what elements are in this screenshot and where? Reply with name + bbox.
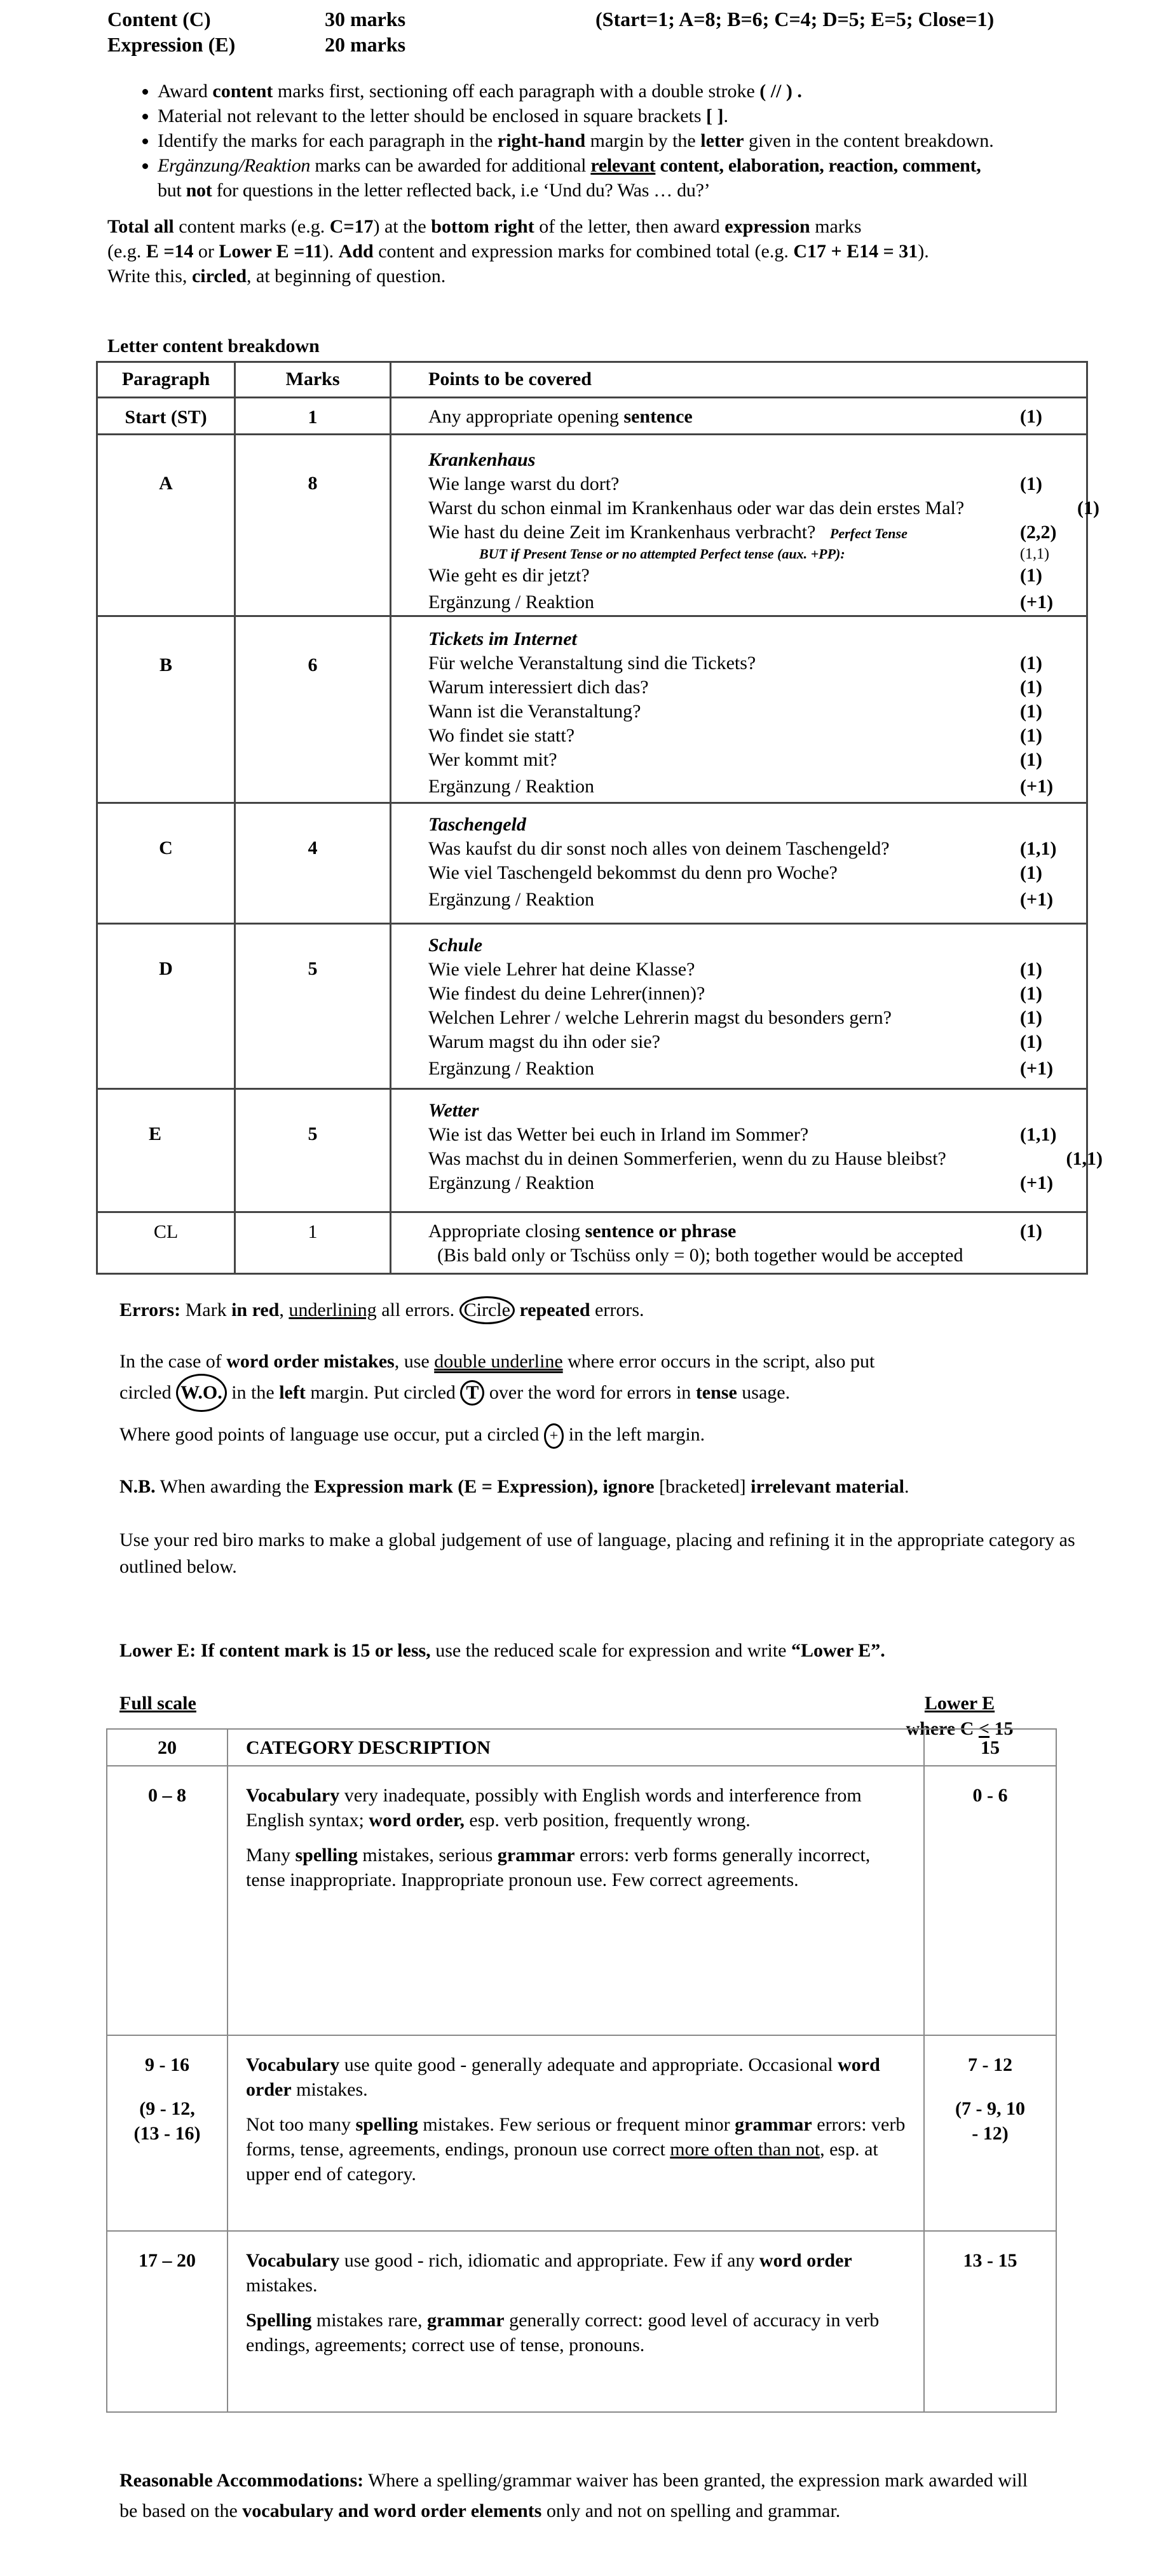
point-line: Warst du schon einmal im Krankenhaus oder war das dein erstes Mal? (1) [428, 498, 1099, 519]
content-table-title: Letter content breakdown [107, 336, 320, 356]
tense-circle-mark: T [460, 1380, 484, 1406]
table-row [97, 924, 1087, 1089]
column-header-category: CATEGORY DESCRIPTION [228, 1729, 924, 1766]
marks-cell: 8 [235, 435, 391, 616]
description-cell [228, 2231, 924, 2412]
good-points-instructions: Where good points of language use occur, put a circled + in the left margin. [119, 1422, 1111, 1449]
point-line: Wann ist die Veranstaltung? (1) [428, 701, 1042, 722]
description-paragraph: Many spelling mistakes, serious grammar errors: verb forms generally incorrect, tense inappropriate. Inappropriate pronoun use. Few correct agreements. [246, 1845, 871, 1890]
marks-cell: 1 [235, 398, 391, 435]
instruction-item: • Ergänzung/Reaktion marks can be awarded for additional relevant content, elaboration, reaction, comment, but not for questions in the letter reflected back, i.e ‘Und du? Was … du?’ [158, 153, 1149, 203]
point-line: Wie findest du deine Lehrer(innen)? (1) [428, 983, 1042, 1004]
description-cell [228, 2035, 924, 2231]
full-range-cell: 0 – 8 [107, 1766, 228, 2035]
paragraph-cell: E [97, 1089, 235, 1212]
paragraph-cell: Start (ST) [97, 398, 235, 435]
lower-range-cell: 0 - 6 [924, 1766, 1056, 2035]
points-cell [391, 1212, 1087, 1274]
lower-range-cell: 13 - 15 [924, 2231, 1056, 2412]
topic-heading: Taschengeld [428, 814, 526, 835]
table-header-row [107, 1729, 1056, 1766]
full-range-cell: 9 - 16 (9 - 12, (13 - 16) [107, 2035, 228, 2231]
instruction-item: • Identify the marks for each paragraph in the right-hand margin by the letter given in the content breakdown. [158, 128, 1149, 153]
points-cell [391, 616, 1087, 803]
content-breakdown-table [96, 361, 1103, 1275]
wo-circle-mark: W.O. [176, 1374, 227, 1412]
instruction-item: • Award content marks first, sectioning off each paragraph with a double stroke ( // ) . [158, 79, 1149, 104]
column-header-marks: Marks [235, 362, 391, 398]
topic-heading: Wetter [428, 1100, 479, 1121]
marks-cell: 5 [235, 1089, 391, 1212]
point-line: Ergänzung / Reaktion (+1) [428, 776, 1054, 797]
topic-heading: Schule [428, 935, 483, 956]
plus-circle-mark: + [544, 1423, 564, 1449]
paragraph-cell: CL [97, 1212, 235, 1274]
point-line: Was machst du in deinen Sommerferien, wenn du zu Hause bleibst? (1,1) [428, 1148, 1103, 1169]
expression-marks: 20 marks [325, 33, 406, 56]
point-line: Wo findet sie statt? (1) [428, 725, 1042, 746]
red-biro-instructions: Use your red biro marks to make a global judgement of use of language, placing and refining it in the appropriate category as outlined below. [119, 1529, 1075, 1577]
paragraph-cell: A [97, 435, 235, 616]
reasonable-accommodations: Reasonable Accommodations: Where a spelling/grammar waiver has been granted, the expression mark awarded will be based on the vocabulary and word order elements only and not on spelling and grammar. [119, 2470, 1028, 2521]
table-row [97, 616, 1087, 803]
content-marks: 30 marks [325, 8, 406, 31]
full-range-cell: 17 – 20 [107, 2231, 228, 2412]
marks-cell: 1 [235, 1212, 391, 1274]
point-line: Ergänzung / Reaktion (+1) [428, 889, 1054, 910]
points-cell [391, 803, 1087, 924]
table-row [97, 803, 1087, 924]
table-row [97, 398, 1087, 435]
points-cell [391, 1089, 1103, 1212]
instructions-list [127, 79, 1149, 203]
table-row [107, 2035, 1056, 2231]
description-paragraph: Spelling mistakes rare, grammar generally correct: good level of accuracy in verb endings, agreements; correct use of tense, pronouns. [246, 2310, 880, 2356]
circle-mark: Circle [459, 1296, 515, 1324]
points-cell [391, 435, 1099, 616]
point-line: Ergänzung / Reaktion (+1) [428, 1172, 1054, 1193]
table-row [97, 1089, 1087, 1212]
point-line: Wie hast du deine Zeit im Krankenhaus verbracht? Perfect Tense (2,2) [428, 522, 1057, 543]
instruction-item: • Material not relevant to the letter should be enclosed in square brackets [ ]. [158, 104, 1149, 128]
column-header-paragraph: Paragraph [97, 362, 235, 398]
points-cell [391, 398, 1087, 435]
point-line: Appropriate closing sentence or phrase (1) [428, 1221, 1042, 1242]
point-line-note: (Bis bald only or Tschüss only = 0); both together would be accepted [437, 1245, 963, 1266]
point-line: Ergänzung / Reaktion (+1) [428, 1058, 1054, 1079]
content-label: Content (C) [107, 8, 211, 31]
table-row [107, 1766, 1056, 2035]
table-header-row [97, 362, 1087, 398]
point-line: Wie ist das Wetter bei euch in Irland im Sommer? (1,1) [428, 1124, 1057, 1145]
total-instructions: Total all content marks (e.g. C=17) at the bottom right of the letter, then award expression marks (e.g. E =14 or Lower E =11). Add content and expression marks for combined total (e.g. C17 + E14 = 31). Write this, circled, at beginning of question. [107, 216, 929, 287]
full-scale-label: Full scale [119, 1693, 196, 1714]
description-paragraph: Vocabulary use quite good - generally adequate and appropriate. Occasional word order mistakes. [246, 2054, 880, 2100]
table-row [97, 1212, 1087, 1274]
point-line: Wie viel Taschengeld bekommst du denn pro Woche? (1) [428, 862, 1042, 883]
column-header-points: Points to be covered [391, 362, 1087, 398]
point-line: Wer kommt mit? (1) [428, 749, 1042, 770]
point-line: Für welche Veranstaltung sind die Tickets? (1) [428, 653, 1042, 674]
breakdown-summary: (Start=1; A=8; B=6; C=4; D=5; E=5; Close=1) [595, 8, 995, 31]
marks-cell: 6 [235, 616, 391, 803]
point-line: Warum magst du ihn oder sie? (1) [428, 1031, 1042, 1052]
point-line: Was kaufst du dir sonst noch alles von deinem Taschengeld? (1,1) [428, 838, 1057, 859]
marks-cell: 4 [235, 803, 391, 924]
description-paragraph: Not too many spelling mistakes. Few serious or frequent minor grammar errors: verb forms, tense, agreements, endings, pronoun use correct more often than not, esp. at upper end of category. [246, 2114, 906, 2185]
topic-heading: Krankenhaus [428, 449, 536, 470]
point-line: Wie lange warst du dort? (1) [428, 473, 1042, 494]
point-line: Wie geht es dir jetzt? (1) [428, 565, 1042, 586]
paragraph-cell: C [97, 803, 235, 924]
paragraph-cell: D [97, 924, 235, 1089]
word-order-instructions: In the case of word order mistakes, use double underline where error occurs in the script, also put circled W.O. in the left margin. Put circled T over the word for errors in tense usage. [119, 1349, 1111, 1412]
table-row [97, 435, 1087, 616]
column-header-full: 20 [107, 1729, 228, 1766]
expression-label: Expression (E) [107, 33, 236, 56]
points-cell [391, 924, 1087, 1089]
paragraph-cell: B [97, 616, 235, 803]
description-paragraph: Vocabulary very inadequate, possibly with English words and interference from English syntax; word order, esp. verb position, frequently wrong. [246, 1785, 862, 1831]
nb-instructions: N.B. When awarding the Expression mark (E = Expression), ignore [bracketed] irrelevant material. [119, 1476, 909, 1497]
lower-e-note: Lower E: If content mark is 15 or less, use the reduced scale for expression and write “Lower E”. [119, 1640, 885, 1661]
point-line: Ergänzung / Reaktion (+1) [428, 592, 1054, 613]
point-line: Any appropriate opening sentence (1) [428, 406, 1042, 427]
expression-scale-table [106, 1728, 1057, 2413]
point-line: Warum interessiert dich das? (1) [428, 677, 1042, 698]
lower-e-label: Lower E where C < 15 [906, 1693, 1014, 1739]
column-header-lower: 15 [924, 1729, 1056, 1766]
table-row [107, 2231, 1056, 2412]
topic-heading: Tickets im Internet [428, 628, 577, 649]
errors-instructions: Errors: Mark in red, underlining all errors. Circle repeated errors. [119, 1296, 1111, 1324]
marks-cell: 5 [235, 924, 391, 1089]
lower-range-cell: 7 - 12 (7 - 9, 10 - 12) [924, 2035, 1056, 2231]
point-line: BUT if Present Tense or no attempted Perfect tense (aux. +PP): (1,1) [479, 546, 1049, 562]
description-cell [228, 1766, 924, 2035]
point-line: Wie viele Lehrer hat deine Klasse? (1) [428, 959, 1042, 980]
point-line: Welchen Lehrer / welche Lehrerin magst du besonders gern? (1) [428, 1007, 1042, 1028]
description-paragraph: Vocabulary use good - rich, idiomatic and appropriate. Few if any word order mistakes. [246, 2250, 852, 2296]
